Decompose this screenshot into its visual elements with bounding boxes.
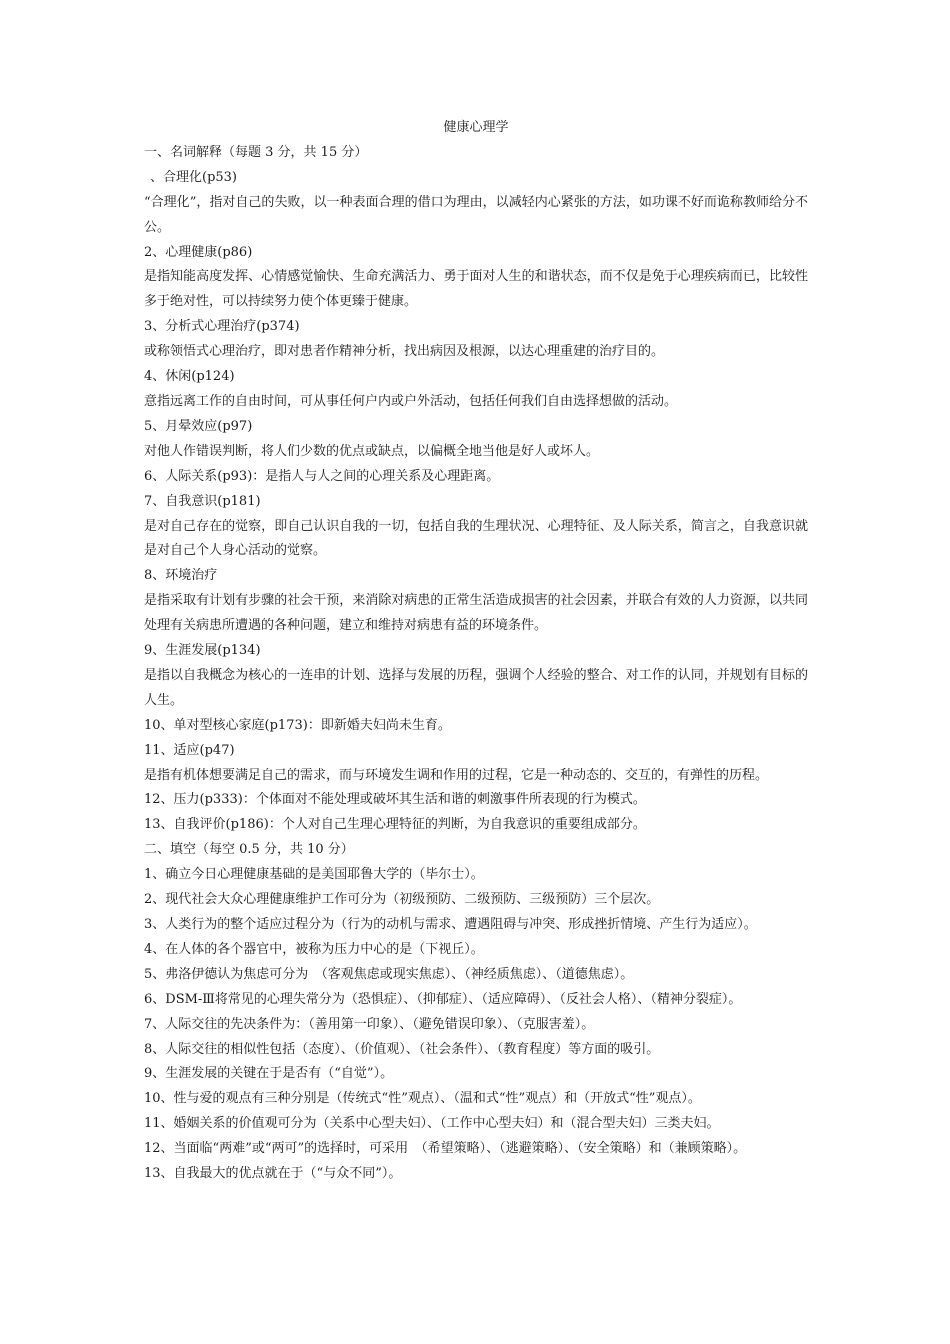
term-12: 12、压力(p333)：个体面对不能处理或破坏其生活和谐的刺激事件所表现的行为模式。	[144, 792, 646, 808]
section1-heading: 一、名词解释（每题 3 分，共 15 分）	[144, 144, 368, 160]
term-7: 7、自我意识(p181)	[144, 493, 261, 509]
term-9: 9、生涯发展(p134)	[144, 643, 261, 659]
definition-2: 是指知能高度发挥、心情感觉愉快、生命充满活力、勇于面对人生的和谐状态，而不仅是免于心理疾病而已，比较性多于绝对性，可以持续努力使个体更臻于健康。	[144, 269, 808, 310]
term-5: 5、月晕效应(p97)	[144, 418, 253, 434]
definition-8: 是指采取有计划有步骤的社会干预，来消除对病患的正常生活造成损害的社会因素，并联合有效的人力资源，以共同处理有关病患所遭遇的各种问题，建立和维持对病患有益的环境条件。	[144, 593, 808, 634]
fill-item-5: 5、弗洛伊德认为焦虑可分为 （客观焦虑或现实焦虑）、（神经质焦虑）、（道德焦虑）。	[144, 966, 634, 982]
fill-item-1: 1、确立今日心理健康基础的是美国耶鲁大学的（毕尔士）。	[144, 867, 484, 883]
definition-9: 是指以自我概念为核心的一连串的计划、选择与发展的历程，强调个人经验的整合、对工作的认同，并规划有目标的人生。	[144, 667, 808, 708]
term-6: 6、人际关系(p93)：是指人与人之间的心理关系及心理距离。	[144, 468, 500, 484]
definition-1: “合理化”，指对自己的失败，以一种表面合理的借口为理由，以减轻内心紧张的方法，如功课不好而诡称教师给分不公。	[144, 194, 808, 235]
term-13: 13、自我评价(p186)：个人对自己生理心理特征的判断，为自我意识的重要组成部分。	[144, 817, 646, 833]
fill-item-13: 13、自我最大的优点就在于（“与众不同”）。	[144, 1166, 402, 1182]
definition-4: 意指远离工作的自由时间，可从事任何户内或户外活动，包括任何我们自由选择想做的活动。	[144, 393, 678, 409]
fill-item-4: 4、在人体的各个器官中，被称为压力中心的是（下视丘）。	[144, 941, 484, 957]
term-3: 3、分析式心理治疗(p374)	[144, 319, 300, 335]
definition-3: 或称领悟式心理治疗，即对患者作精神分析，找出病因及根源，以达心理重建的治疗目的。	[144, 344, 665, 360]
fill-item-12: 12、当面临“两难”或“两可”的选择时，可采用 （希望策略）、（逃避策略）、（安全策略）和（兼顾策略）。	[144, 1141, 747, 1157]
definition-5: 对他人作错误判断，将人们少数的优点或缺点，以偏概全地当他是好人或坏人。	[144, 443, 600, 459]
fill-item-8: 8、人际交往的相似性包括（态度）、（价值观）、（社会条件）、（教育程度）等方面的吸引。	[144, 1041, 660, 1057]
section2-heading: 二、填空（每空 0.5 分，共 10 分）	[144, 842, 354, 858]
term-8: 8、环境治疗	[144, 568, 218, 584]
term-4: 4、休闲(p124)	[144, 369, 235, 385]
fill-item-10: 10、性与爱的观点有三种分别是（传统式“性”观点）、（温和式“性”观点）和（开放式“性”观点）。	[144, 1091, 701, 1107]
definition-11: 是指有机体想要满足自己的需求，而与环境发生调和作用的过程，它是一种动态的、交互的，有弹性的历程。	[144, 767, 769, 783]
document-page	[144, 116, 808, 1187]
term-1: 、合理化(p53)	[150, 169, 238, 185]
definition-7: 是对自己存在的觉察，即自己认识自我的一切，包括自我的生理状况、心理特征、及人际关系，简言之，自我意识就是对自己个人身心活动的觉察。	[144, 518, 808, 559]
term-11: 11、适应(p47)	[144, 742, 235, 758]
fill-item-7: 7、人际交往的先决条件为：（善用第一印象）、（避免错误印象）、（克服害羞）。	[144, 1016, 595, 1032]
fill-item-2: 2、现代社会大众心理健康维护工作可分为（初级预防、二级预防、三级预防）三个层次。	[144, 892, 660, 908]
fill-item-11: 11、婚姻关系的价值观可分为（关系中心型夫妇）、（工作中心型夫妇）和（混合型夫妇）三类夫妇。	[144, 1116, 720, 1132]
term-10: 10、单对型核心家庭(p173)：即新婚夫妇尚未生育。	[144, 717, 451, 733]
fill-item-9: 9、生涯发展的关键在于是否有（“自觉”）。	[144, 1066, 394, 1082]
document-title: 健康心理学	[443, 120, 509, 135]
fill-item-3: 3、人类行为的整个适应过程分为（行为的动机与需求、遭遇阻碍与冲突、形成挫折情境、产生行为适应）。	[144, 917, 757, 932]
term-2: 2、心理健康(p86)	[144, 244, 253, 260]
fill-item-6: 6、DSM-Ⅲ将常见的心理失常分为（恐惧症）、（抑郁症）、（适应障碍）、（反社会人格）、（精神分裂症）。	[144, 991, 742, 1007]
